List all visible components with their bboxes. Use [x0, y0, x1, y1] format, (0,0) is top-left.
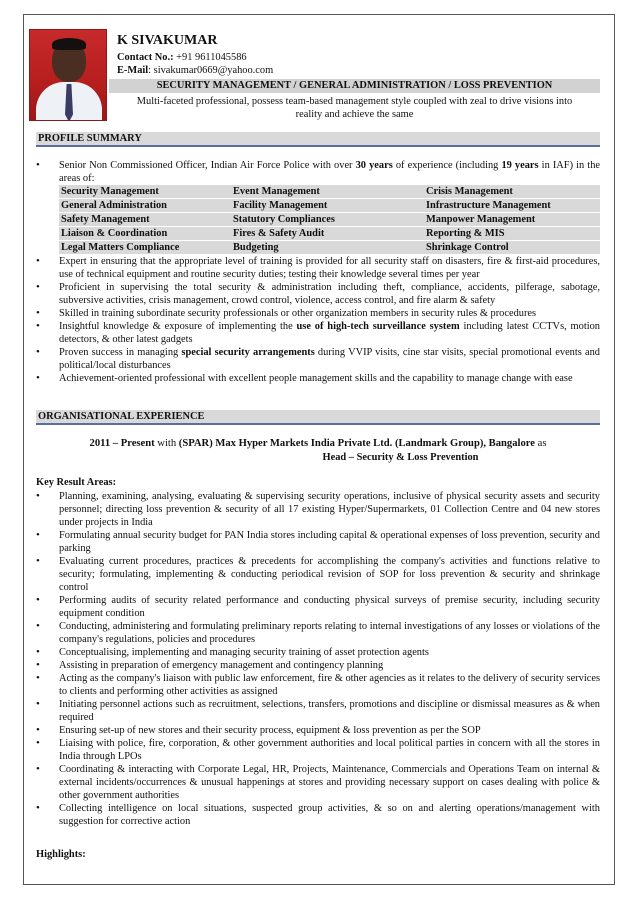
contact-number[interactable]: +91 9611045586 — [176, 52, 247, 63]
email-line — [117, 64, 273, 77]
list-item: • Skilled in training subordinate security professionals or other organization members in security rules & procedures — [36, 307, 600, 320]
table-row: Liaison & Coordination Fires & Safety Audit Reporting & MIS — [59, 227, 600, 241]
list-item: • Formulating annual security budget for PAN India stores including capital & operational expenses of loss prevention, security and parking — [36, 529, 600, 555]
list-item: • Proven success in managing special security arrangements during VVIP visits, cine star visits, special promotional events and political/local disturbances — [36, 346, 600, 372]
table-row: Safety Management Statutory Compliances Manpower Management — [59, 213, 600, 227]
email-label: E-Mail — [117, 65, 149, 76]
list-item: • Insightful knowledge & exposure of implementing the use of high-tech surveillance system including latest CCTVs, motion detectors, & other latest gadgets — [36, 320, 600, 346]
list-item: • Ensuring set-up of new stores and their security process, equipment & loss prevention as per the SOP — [36, 724, 600, 737]
profile-summary — [36, 159, 600, 385]
employment-line: 2011 – Present with (SPAR) Max Hyper Markets India Private Ltd. (Landmark Group), Bangalore as — [89, 438, 547, 449]
table-row: Legal Matters Compliance Budgeting Shrinkage Control — [59, 241, 600, 255]
list-item: • Acting as the company's liaison with public law enforcement, fire & other agencies as it relates to the delivery of security services to clients and performing other activities as assigned — [36, 672, 600, 698]
list-item: • Evaluating current procedures, practices & precedents for accomplishing the company's activities and functions relative to security; formulating, implementing & conducting periodical revision of SOP for loss prevention & security and shrinkage control — [36, 555, 600, 594]
list-item: • Achievement-oriented professional with excellent people management skills and the capability to manage change with ease — [36, 372, 600, 385]
job-title: Head – Security & Loss Prevention — [322, 452, 479, 463]
kra-heading: Key Result Areas: — [36, 477, 117, 488]
table-row: Security Management Event Management Crisis Management — [59, 185, 600, 199]
table-row: General Administration Facility Management Infrastructure Management — [59, 199, 600, 213]
photo-hair — [52, 38, 86, 50]
tagline-line-1: Multi-faceted professional, possess team-based management style coupled with zeal to drive visions into — [136, 96, 573, 107]
tagline — [109, 95, 600, 121]
list-item: • Initiating personnel actions such as recruitment, selections, transfers, promotions and discipline or dismissal measures as & when required — [36, 698, 600, 724]
experience-heading: ORGANISATIONAL EXPERIENCE — [36, 410, 600, 425]
profile-photo — [29, 29, 107, 121]
employment-period: 2011 – Present — [89, 438, 155, 449]
list-item: • Conceptualising, implementing and managing security training of asset protection agents — [36, 646, 600, 659]
role-banner: SECURITY MANAGEMENT / GENERAL ADMINISTRATION / LOSS PREVENTION — [109, 79, 600, 93]
skills-table — [59, 185, 600, 255]
tagline-line-2: reality and achieve the same — [295, 109, 414, 120]
list-item: • Collecting intelligence on local situations, suspected group activities, & so on and alerting operations/management with suggestion for corrective action — [36, 802, 600, 828]
highlights-heading: Highlights: — [36, 849, 86, 860]
candidate-name: K SIVAKUMAR — [117, 33, 218, 48]
profile-summary-heading: PROFILE SUMMARY — [36, 132, 600, 147]
list-item: • Senior Non Commissioned Officer, Indian Air Force Police with over 30 years of experience (including 19 years in IAF) in the areas of: — [36, 159, 600, 185]
list-item: • Coordinating & interacting with Corporate Legal, HR, Projects, Maintenance, Commercials and Operations Team on internal & external incidents/occurrences & unusual happenings at stores and providing necessary support on cases dealing with police & other government authorities — [36, 763, 600, 802]
list-item: • Performing audits of security related performance and conducting physical surveys of premise security, including security equipment condition — [36, 594, 600, 620]
list-item: • Planning, examining, analysing, evaluating & supervising security operations, inclusive of physical security assets and security personnel; directing loss prevention & security of all 17 existing Hyper/Supermarkets, 01 Collection Centre and 04 new stores under projects in India — [36, 490, 600, 529]
list-item: • Liaising with police, fire, corporation, & other government authorities and local political parties in concern with all the stores in India through LPOs — [36, 737, 600, 763]
contact-label: Contact No.: — [117, 52, 174, 63]
employer-name: (SPAR) Max Hyper Markets India Private Ltd. (Landmark Group), Bangalore — [178, 438, 535, 449]
list-item: • Proficient in supervising the total security & administration including theft, compliance, accidents, pilferage, sabotage, subversive activities, crisis management, crowd control, violence, access control, and fire alarm & safety — [36, 281, 600, 307]
email-address[interactable]: : sivakumar0669@yahoo.com — [148, 65, 274, 76]
list-item: • Conducting, administering and formulating preliminary reports relating to internal investigations of any losses or violations of the company's regulations, policies and procedures — [36, 620, 600, 646]
kra-list — [36, 490, 600, 828]
list-item: • Expert in ensuring that the appropriate level of training is provided for all security staff on disasters, fire & first-aid procedures, use of technical equipment and routine security duties; testing their knowledge several times per year — [36, 255, 600, 281]
list-item: • Assisting in preparation of emergency management and contingency planning — [36, 659, 600, 672]
contact-line — [117, 51, 247, 64]
